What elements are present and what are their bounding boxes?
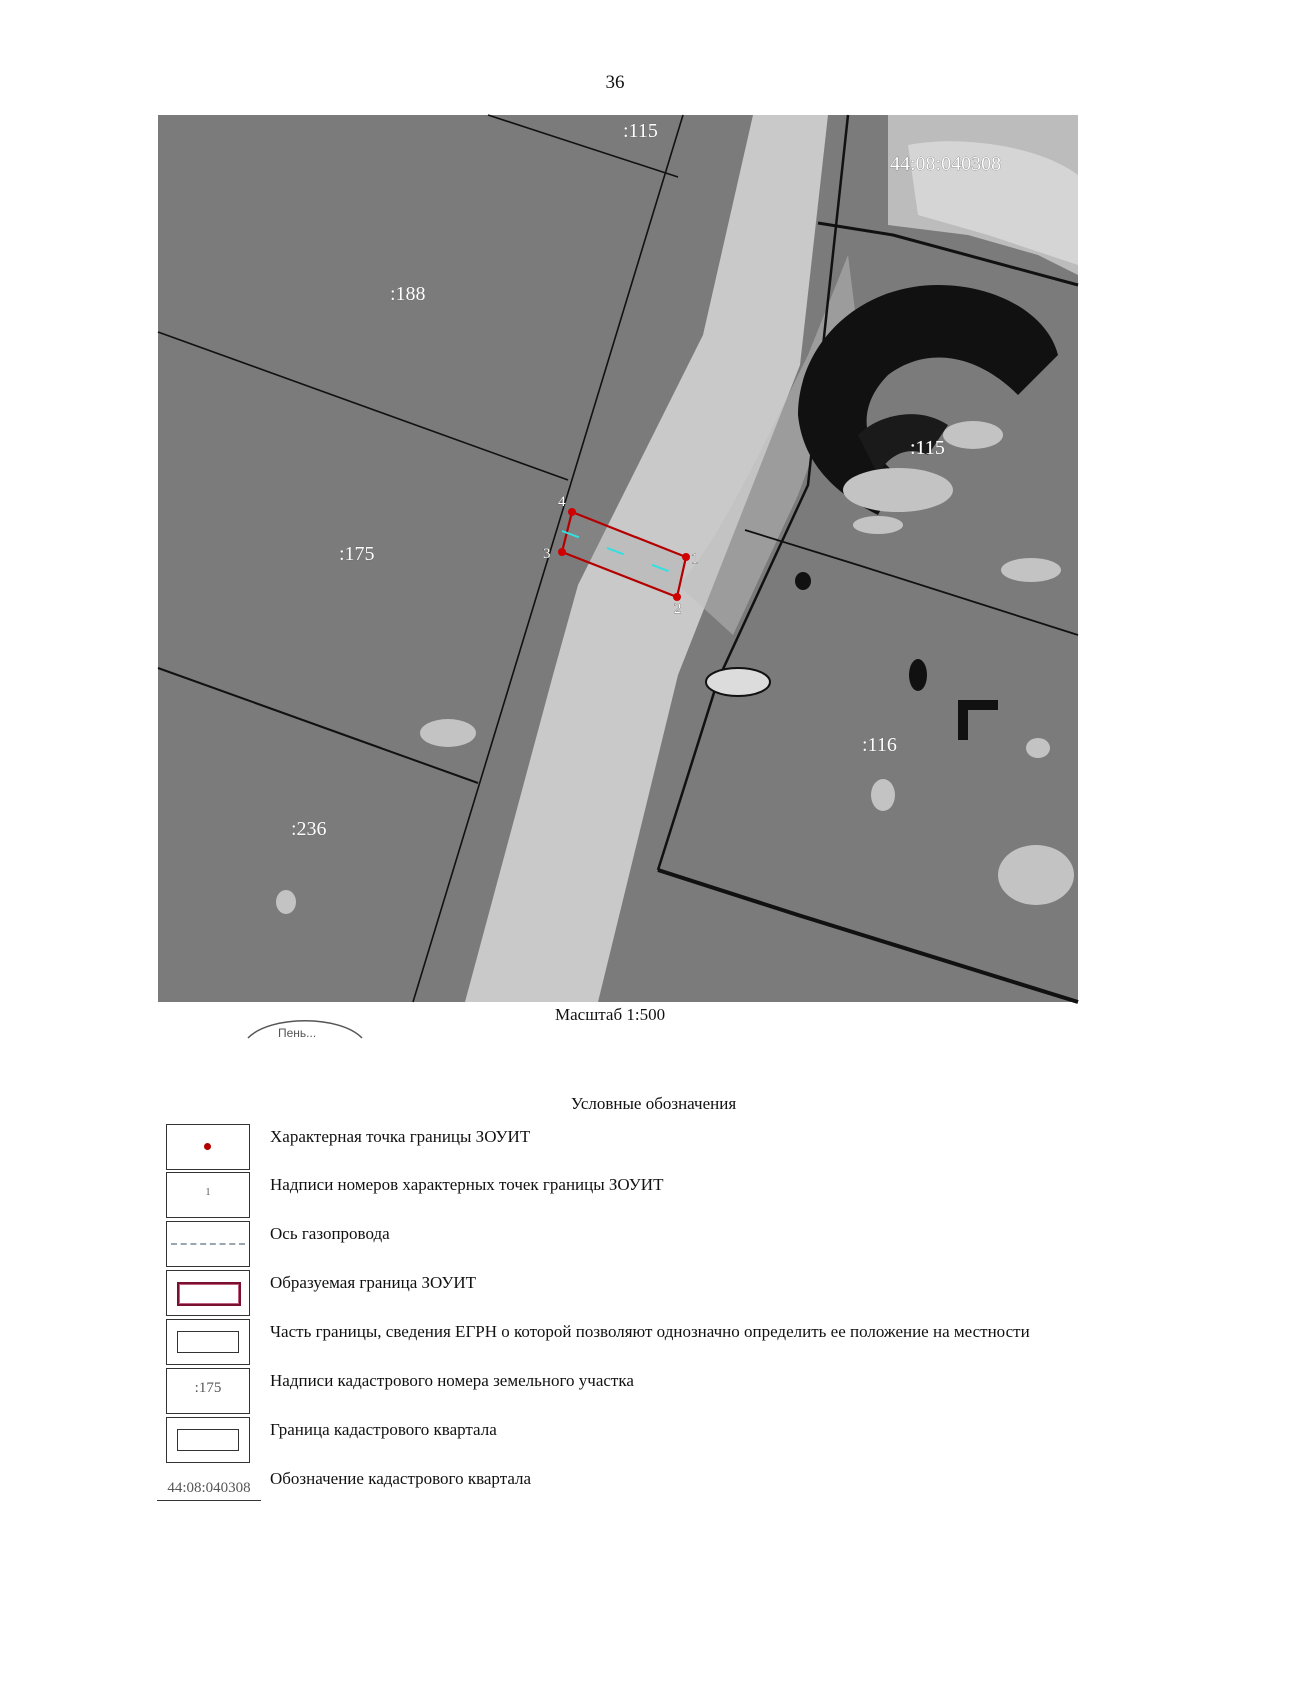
point-label: 4 xyxy=(558,494,566,510)
parcel-label: :116 xyxy=(862,734,897,756)
light-patch xyxy=(871,779,895,811)
parcel-label: :236 xyxy=(291,818,327,840)
cadastral-map xyxy=(158,115,1078,1002)
parcel-label: :115 xyxy=(910,437,945,459)
light-patch xyxy=(998,845,1074,905)
point-label: 2 xyxy=(674,601,682,617)
parcel-label: :188 xyxy=(390,283,426,305)
quarter-label: 44:08:040308 xyxy=(890,153,1002,175)
svg-text:Пень...: Пень... xyxy=(278,1026,317,1040)
dark-spot xyxy=(958,700,998,740)
point-label: 3 xyxy=(543,546,551,562)
light-patch xyxy=(943,421,1003,449)
parcel-label: :115 xyxy=(623,120,658,142)
legend-egrn-boundary-icon xyxy=(166,1319,250,1365)
point-label: 1 xyxy=(691,551,699,567)
map-canvas xyxy=(158,115,1078,1002)
legend-boundary-point-icon xyxy=(166,1124,250,1170)
boundary-point-icon xyxy=(558,548,566,556)
light-patch xyxy=(1001,558,1061,582)
parcel-label: :175 xyxy=(339,543,375,565)
legend-point-number-icon: 1 xyxy=(166,1172,250,1218)
quarter-boundary xyxy=(745,530,1078,635)
light-patch xyxy=(1026,738,1050,758)
dark-spot xyxy=(795,572,811,590)
legend-pipeline-axis-icon xyxy=(166,1221,250,1267)
boundary-point-icon xyxy=(568,508,576,516)
boundary-point-icon xyxy=(673,593,681,601)
stamp-fragment xyxy=(240,1010,370,1040)
light-patch xyxy=(706,668,770,696)
legend-quarter-boundary-icon xyxy=(166,1417,250,1463)
legend-quarter-label-icon: 44:08:040308 xyxy=(157,1480,261,1501)
light-patch xyxy=(853,516,903,534)
dark-spot xyxy=(909,659,927,691)
boundary-point-icon xyxy=(682,553,690,561)
legend-zouit-boundary-icon xyxy=(166,1270,250,1316)
light-patch xyxy=(276,890,296,914)
boundary-line xyxy=(158,332,568,480)
light-patch xyxy=(420,719,476,747)
page-number: 36 xyxy=(605,72,625,93)
light-patch xyxy=(843,468,953,512)
legend-cadastral-number-icon: :175 xyxy=(166,1368,250,1414)
legend-title: Условные обозначения xyxy=(570,1094,737,1113)
map-scale: Масштаб 1:500 xyxy=(555,1005,666,1024)
